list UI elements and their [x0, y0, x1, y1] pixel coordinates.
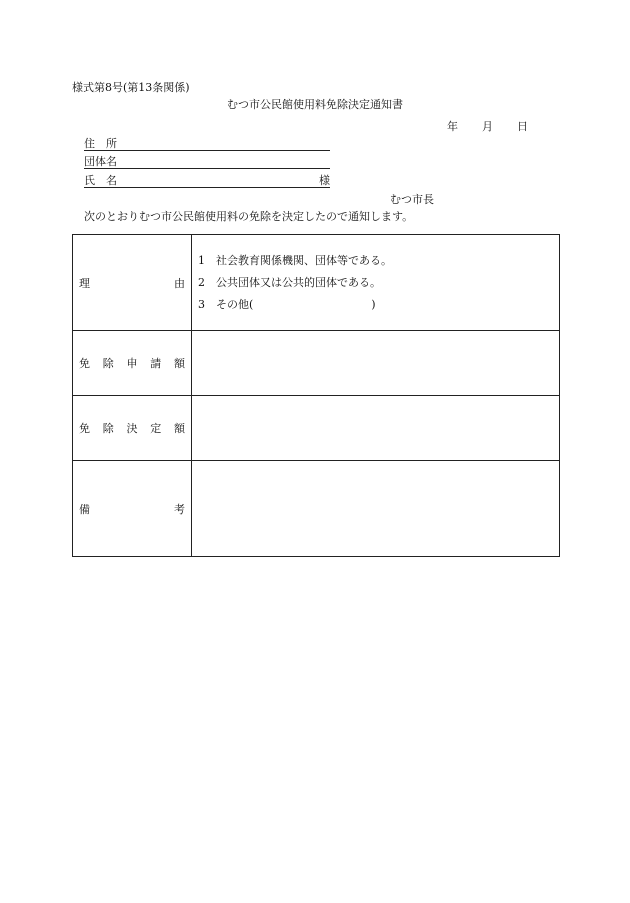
requested-amount-header-char: 請: [150, 357, 162, 370]
decided-amount-header-char: 決: [126, 422, 138, 435]
decided-amount-header-char: 免: [79, 422, 90, 435]
decided-amount-header-char: 額: [174, 422, 185, 435]
reason-option-number: 3: [198, 297, 205, 311]
issuer-name: むつ市長: [390, 193, 434, 206]
exemption-table: [72, 234, 560, 557]
requested-amount-field[interactable]: [192, 331, 560, 396]
reason-header-char: 理: [79, 276, 90, 290]
date-day-label: 日: [517, 120, 528, 133]
requested-amount-header-char: 除: [102, 357, 114, 370]
requested-amount-row: [73, 331, 560, 396]
reason-option-close: ): [371, 297, 376, 311]
remarks-header: [73, 461, 192, 557]
reason-option-1[interactable]: [198, 250, 559, 272]
requested-amount-header-char: 額: [174, 357, 185, 370]
reason-option-text: 社会教育関係機関、団体等である。: [216, 253, 392, 267]
reason-header: [73, 235, 192, 331]
reason-header-char: 由: [174, 276, 185, 290]
address-label: 住 所: [84, 137, 117, 150]
reason-option-2[interactable]: [198, 272, 559, 294]
remarks-field[interactable]: [192, 461, 560, 557]
requested-amount-header-char: 申: [126, 357, 138, 370]
remarks-row: [73, 461, 560, 557]
date-month-label: 月: [482, 120, 493, 133]
remarks-header-char: 考: [174, 502, 185, 516]
reason-option-text: その他(: [216, 297, 254, 311]
reason-option-3[interactable]: [198, 294, 559, 316]
requested-amount-header: [73, 331, 192, 396]
address-line[interactable]: [84, 150, 330, 151]
reason-option-number: 1: [198, 253, 205, 267]
document-title: むつ市公民館使用料免除決定通知書: [227, 98, 403, 111]
form-number: 様式第8号(第13条関係): [72, 81, 190, 94]
name-line[interactable]: [84, 187, 330, 188]
decided-amount-field[interactable]: [192, 396, 560, 461]
date-year-label: 年: [447, 120, 458, 133]
decided-amount-header-char: 除: [102, 422, 114, 435]
name-label: 氏 名: [84, 174, 117, 187]
decided-amount-header-char: 定: [150, 422, 162, 435]
group-name-label: 団体名: [84, 155, 117, 168]
decided-amount-row: [73, 396, 560, 461]
reason-options: [192, 235, 560, 331]
intro-text: 次のとおりむつ市公民館使用料の免除を決定したので通知します。: [84, 210, 414, 223]
reason-row: [73, 235, 560, 331]
reason-option-number: 2: [198, 275, 205, 289]
other-reason-field[interactable]: [253, 294, 371, 316]
requested-amount-header-char: 免: [79, 357, 90, 370]
remarks-header-char: 備: [79, 502, 90, 516]
honorific-label: 様: [319, 174, 330, 187]
reason-option-text: 公共団体又は公共的団体である。: [216, 275, 381, 289]
group-name-line[interactable]: [84, 168, 330, 169]
decided-amount-header: [73, 396, 192, 461]
